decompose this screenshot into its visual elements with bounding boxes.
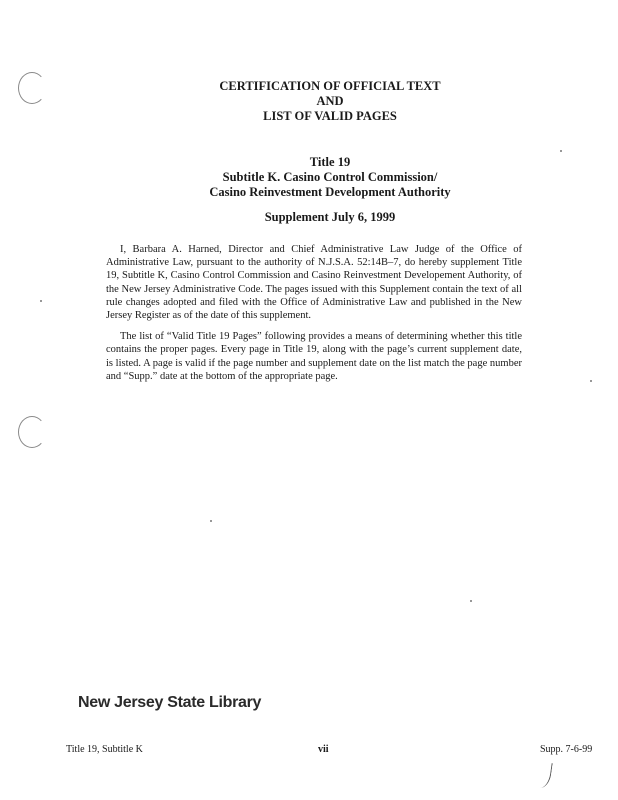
punch-hole-top bbox=[18, 72, 46, 104]
scan-speck bbox=[210, 520, 212, 522]
title: Title 19 bbox=[309, 155, 351, 169]
paragraph-valid-pages: The list of “Valid Title 19 Pages” following provides a means of determining whether this title contains the proper pages. Every page in Title 19, along with the page’s current supplement date, is listed. A page is valid if the page number and supplement date on the list match the page number and “Supp.” date at the bottom of the appropriate page. bbox=[106, 331, 522, 382]
library-stamp: New Jersey State Library bbox=[78, 694, 262, 711]
footer-title: Title 19, Subtitle K bbox=[66, 744, 143, 755]
scan-speck bbox=[560, 150, 562, 152]
certification-heading bbox=[120, 79, 540, 124]
punch-hole-middle bbox=[18, 416, 46, 448]
subtitle-line-1: Subtitle K. Casino Control Commission/ bbox=[222, 170, 438, 184]
scan-speck bbox=[470, 600, 472, 602]
certification-line-2: AND bbox=[316, 94, 344, 108]
scan-speck bbox=[590, 380, 592, 382]
scan-speck bbox=[40, 300, 42, 302]
certification-line-3: LIST OF VALID PAGES bbox=[263, 109, 397, 123]
footer-supplement-date: Supp. 7-6-99 bbox=[540, 744, 593, 755]
footer-page-number: vii bbox=[318, 744, 329, 755]
subtitle-line-2: Casino Reinvestment Development Authority bbox=[209, 185, 451, 199]
title-block bbox=[120, 155, 540, 200]
pen-mark bbox=[534, 761, 552, 789]
certification-line-1: CERTIFICATION OF OFFICIAL TEXT bbox=[219, 79, 441, 93]
supplement-date-heading: Supplement July 6, 1999 bbox=[264, 210, 396, 224]
paragraph-certification: I, Barbara A. Harned, Director and Chief Administrative Law Judge of the Office of Administrative Law, pursuant to the authority of N.J.S.A. 52:14B–7, do hereby supplement Title 19, Subtitle K, Casino Control Commission and Casino Reinvestment Developement Authority, of the New Jersey Administrative Code. The pages issued with this Supplement contain the text of all rule changes adopted and filed with the Office of Administrative Law and published in the New Jersey Register as of the date of this supplement. bbox=[106, 244, 522, 322]
body-text bbox=[106, 243, 522, 391]
